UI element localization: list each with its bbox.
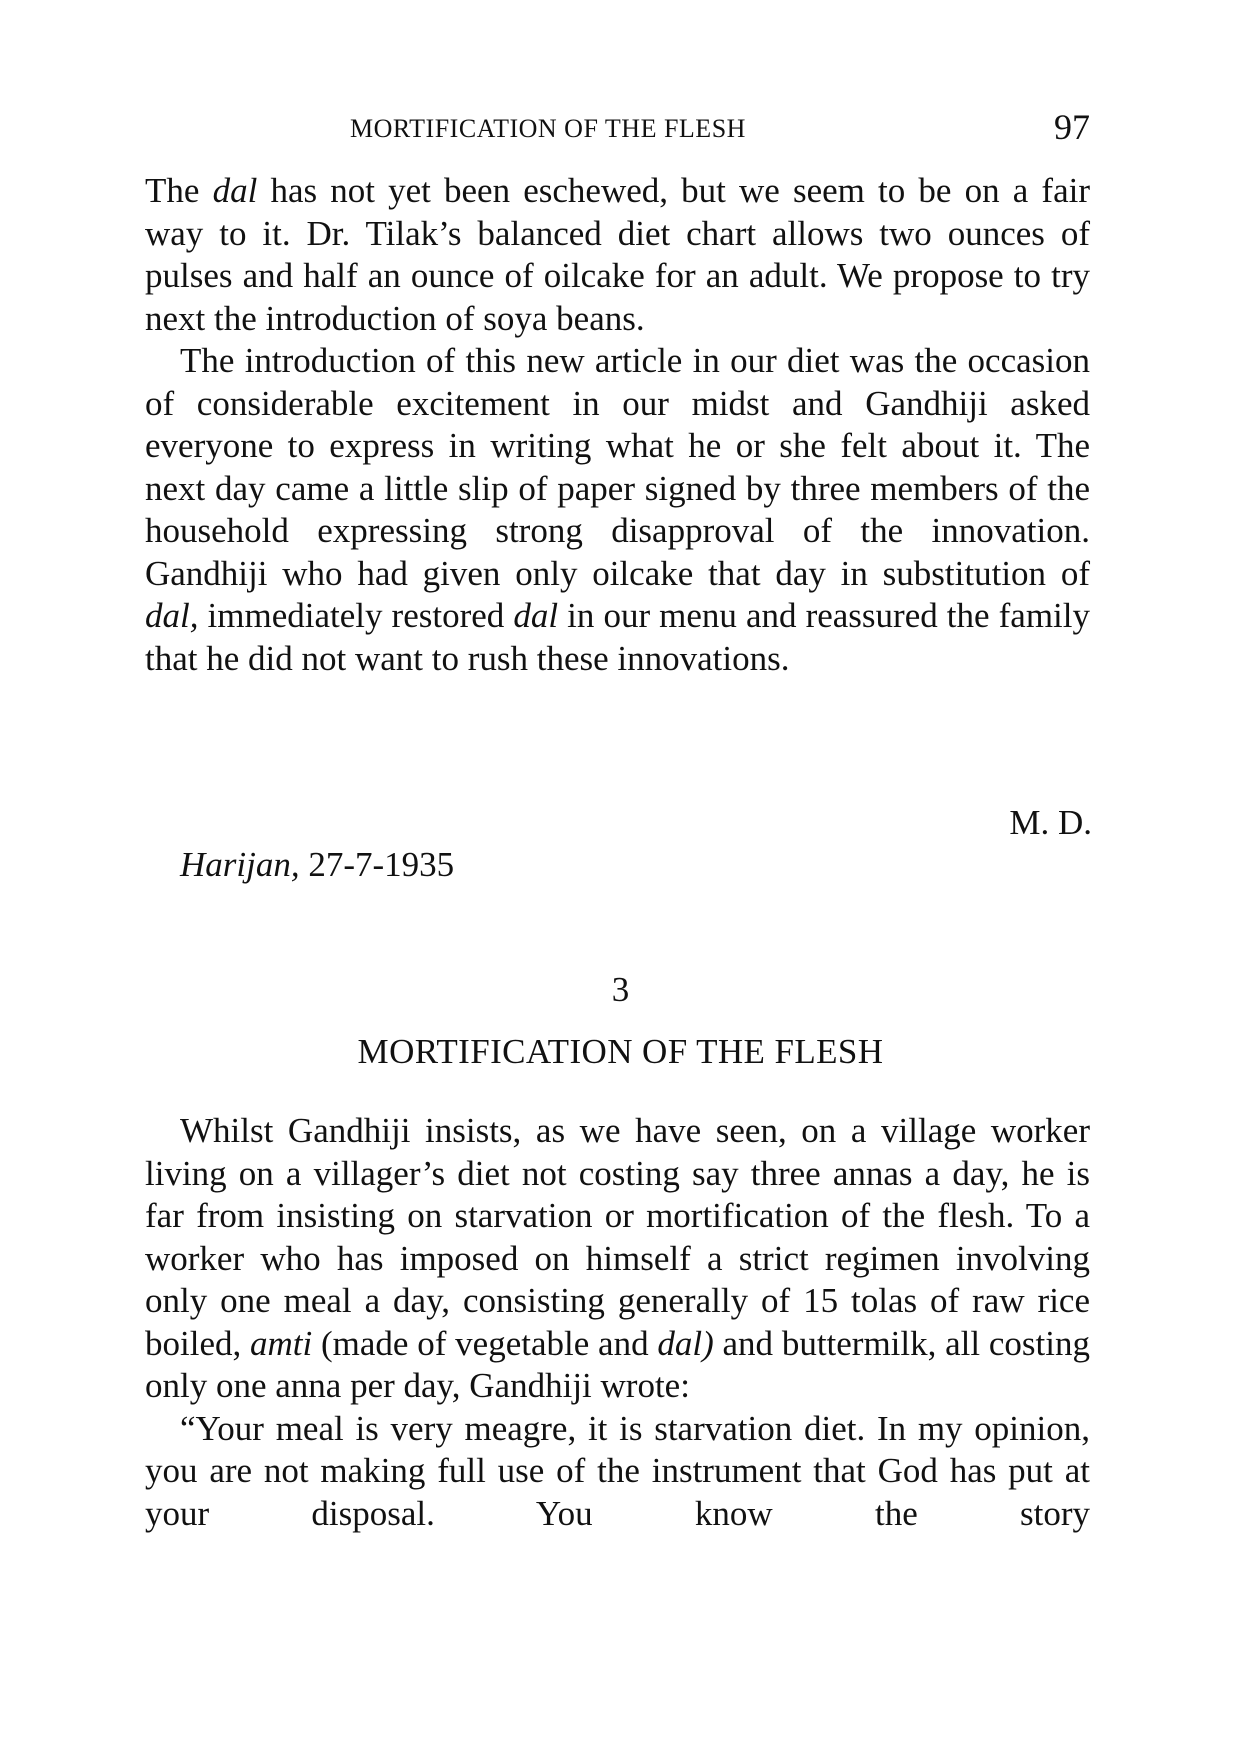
running-title: MORTIFICATION OF THE FLESH — [350, 114, 746, 143]
source-journal: Harijan, — [180, 845, 300, 884]
continued-article-text — [145, 170, 1090, 680]
italic-term: dal) — [657, 1323, 714, 1363]
paragraph-introduction-excitement — [145, 340, 1090, 680]
italic-term: dal, — [145, 596, 199, 635]
paragraph-text: “Your meal is very meagre, it is starvation diet. In my opinion, you are not making full use of the instrument that God has put at your disposal. You know the story — [145, 1408, 1090, 1533]
running-header — [145, 107, 1090, 152]
italic-term: dal — [212, 171, 258, 210]
source-citation — [180, 844, 454, 886]
paragraph-text: (made of vegetable and — [312, 1323, 658, 1363]
section-title: MORTIFICATION OF THE FLESH — [357, 1032, 884, 1071]
source-date: 27-7-1935 — [299, 845, 455, 884]
paragraph-text: and buttermilk, all costing only one anna per day, Gandhiji wrote: — [145, 1323, 1091, 1405]
section-body-text — [145, 1110, 1090, 1535]
italic-term: dal — [513, 596, 559, 635]
paragraph-text: The introduction of this new article in our diet was the occasion of considerable excitement in our midst and Gandhiji asked everyone to express in writing what he or she felt about it. The next day came a little slip of paper signed by three members of the household expressing strong disapproval of the innovation. Gandhiji who had given only oilcake that day in substitution of — [145, 341, 1090, 593]
paragraph-text: has not yet been eschewed, but we seem to be on a fair way to it. Dr. Tilak’s balanced diet chart allows two ounces of pulses and half an ounce of oilcake for an adult. We propose to try next the introduction of soya beans. — [145, 171, 1090, 338]
paragraph-text: Whilst Gandhiji insists, as we have seen, on a village worker living on a villager’s diet not costing say three annas a day, he is far from insisting on starvation or mortification of the flesh. To a worker who has imposed on himself a strict regimen involving only one meal a day, consisting generally of 15 tolas of raw rice boiled, — [145, 1111, 1090, 1363]
section-number: 3 — [611, 970, 630, 1009]
italic-term: amti — [250, 1323, 313, 1363]
author-initials: M. D. — [1009, 803, 1092, 842]
paragraph-text: immediately restored — [198, 596, 514, 635]
paragraph-text: in our menu and reassured the family that he did not want to rush these innovations. — [145, 596, 1090, 678]
paragraph-quoted-letter — [145, 1408, 1090, 1536]
paragraph-text: The — [145, 171, 213, 210]
paragraph-dal-eschewed — [145, 170, 1090, 340]
page-number: 97 — [1054, 107, 1090, 147]
paragraph-village-worker-diet — [145, 1110, 1090, 1408]
